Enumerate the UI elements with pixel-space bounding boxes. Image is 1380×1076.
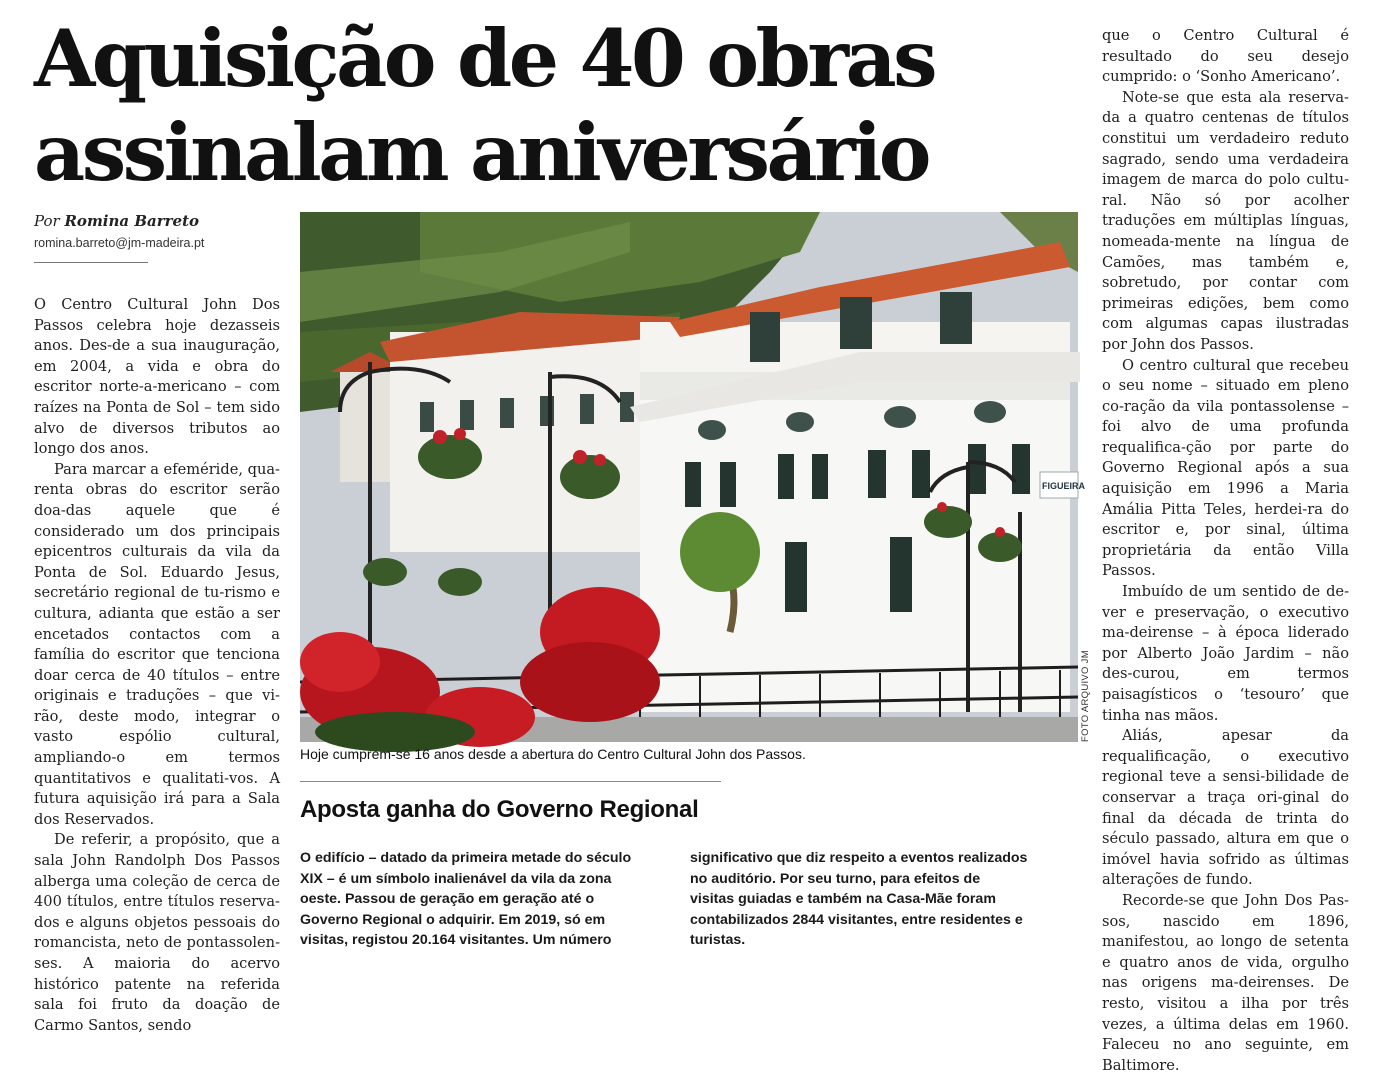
paragraph: Note-se que esta ala reserva-da a quatro centenas de títulos constitui um verdadeiro reduto sagrado, sendo uma verdadeira imagem de marca do polo cultu-ral. Não só por acolher traduções em múltiplas línguas, nomeada-mente na língua de Camões, mas também e, sobretudo, por contar com primeiras edições, bem como com algumas capas ilustradas por John dos Passos. <box>1102 88 1349 353</box>
sidebar-line: no auditório. Por seu turno, para efeitos de <box>690 870 981 887</box>
author-email[interactable]: romina.barreto@jm-madeira.pt <box>34 236 205 250</box>
sidebar-line: visitas guiadas e também na Casa-Mãe foram <box>690 891 996 907</box>
sidebar-line: turistas. <box>690 932 746 948</box>
headline-line-2: assinalam aniversário <box>34 106 928 199</box>
sidebar-line: XIX – é um símbolo inalienável da vila da zona <box>300 870 612 887</box>
paragraph: Recorde-se que John Dos Pas-sos, nascido em 1896, manifestou, ao longo de setenta e quatro anos de vida, orgulho nas origens ma-deirenses. De resto, visitou a ilha por três vezes, a última delas em 1960. Faleceu no ano seguinte, em Baltimore. <box>1102 891 1349 1074</box>
paragraph: De referir, a propósito, que a sala John Randolph Dos Passos alberga uma coleção de cerca de 400 títulos, entre títulos reserva-dos e alguns objetos pessoais do romancista, neto de pontassolen-ses. A maioria do acervo histórico patente na referida sala foi fruto da doação de Carmo Santos, sendo <box>34 831 280 1034</box>
sidebar-text-left <box>300 848 670 951</box>
sidebar-title: Aposta ganha do Governo Regional <box>300 796 699 823</box>
paragraph: que o Centro Cultural é resultado do seu desejo cumprido: o ‘Sonho Americano’. <box>1102 27 1349 86</box>
caption-divider <box>300 781 721 782</box>
paragraph: O Centro Cultural John Dos Passos celebra hoje dezasseis anos. Des-de a sua inauguração, em 2004, a vida e obra do escritor norte-a-mericano – com raízes na Ponta de Sol – tem sido alvo de diversos tributos ao longo dos anos. <box>34 296 280 458</box>
paragraph: Para marcar a efeméride, qua-renta obras do escritor serão doa-das aquele que é considerado um dos principais epicentros culturais da vila da Ponta de Sol. Eduardo Jesus, secretário regional de tu-rismo e cultura, adianta que estão a ser encetados contactos com a família do escritor que tenciona doar cerca de 40 títulos – entre originais e traduções – que vi-rão, deste modo, integrar o vasto espólio cultural, ampliando-o em termos quantitativos e qualitati-vos. A futura aquisição irá para a Sala dos Reservados. <box>34 460 280 828</box>
paragraph: Aliás, apesar da requalificação, o executivo regional teve a sensi-bilidade de conservar a traça ori-ginal do final da década de trinta do século passado, altura em que o imóvel havia sofrido as últimas alterações de fundo. <box>1102 727 1349 889</box>
sidebar-line: O edifício – datado da primeira metade do século <box>300 850 632 866</box>
sidebar-line: contabilizados 2844 visitantes, entre residentes e <box>690 911 1023 928</box>
headline <box>34 12 1074 200</box>
paragraph: O centro cultural que recebeu o seu nome – situado em pleno co-ração da vila pontassolense – foi alvo de uma profunda requalifica-ção por parte do Governo Regional após a sua aquisição em 1996 a Maria Amália Pitta Teles, herdei-ra do escritor e, por sinal, última proprietária da então Villa Passos. <box>1102 356 1349 580</box>
article-column-left <box>34 295 280 1036</box>
photo-caption: Hoje cumprem-se 16 anos desde a abertura do Centro Cultural John dos Passos. <box>300 746 806 762</box>
headline-line-1: Aquisição de 40 obras <box>34 12 935 105</box>
sidebar-text-right <box>690 848 1060 951</box>
article-column-right <box>1102 26 1349 1076</box>
sidebar-line: visitas, registou 20.164 visitantes. Um número <box>300 932 612 948</box>
sidebar-line: Governo Regional o adquirir. Em 2019, só em <box>300 911 606 928</box>
sidebar-line: oeste. Passou de geração em geração até o <box>300 891 595 907</box>
photo-credit: FOTO ARQUIVO JM <box>1080 650 1091 742</box>
paragraph: Imbuído de um sentido de de-ver e preservação, o executivo ma-deirense – à época liderado por Alberto João Jardim – não des-curou, em termos paisagísticos o ‘tesouro’ que tinha nas mãos. <box>1102 583 1349 724</box>
byline <box>34 212 199 230</box>
byline-divider <box>34 262 148 263</box>
building-sign: FIGUEIRA <box>1042 481 1086 491</box>
author-name: Romina Barreto <box>64 212 200 230</box>
byline-prefix: Por <box>34 212 65 230</box>
sidebar-line: significativo que diz respeito a eventos realizados <box>690 850 1028 866</box>
